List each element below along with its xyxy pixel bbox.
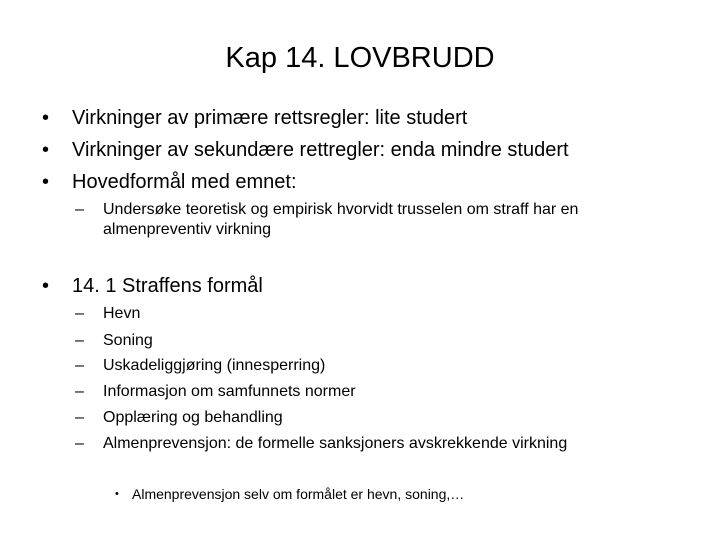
- section-item-text: Uskadeliggjøring (innesperring): [103, 357, 326, 374]
- section-item-text: Informasjon om samfunnets normer: [103, 383, 356, 400]
- sub-item-text: Undersøke teoretisk og empirisk hvorvidt trusselen om straff har en almenpreventiv virkning: [103, 201, 579, 238]
- dash-icon: –: [75, 305, 84, 322]
- deep-item-text: Almenprevensjon selv om formålet er hevn, soning,…: [132, 486, 465, 502]
- bullet-icon: •: [42, 107, 50, 129]
- bullet-text: Virkninger av sekundære rettregler: enda mindre studert: [72, 139, 569, 161]
- dash-icon: –: [75, 332, 84, 349]
- dash-icon: –: [75, 409, 84, 426]
- bullet-icon: •: [115, 488, 119, 500]
- slide-title: Kap 14. LOVBRUDD: [225, 42, 495, 74]
- dash-icon: –: [75, 435, 84, 452]
- dash-icon: –: [75, 357, 84, 374]
- section-heading-text: 14. 1 Straffens formål: [72, 275, 263, 297]
- section-item-text: Soning: [103, 332, 153, 349]
- bullet-icon: •: [42, 171, 50, 193]
- bullet-text: Virkninger av primære rettsregler: lite studert: [72, 107, 468, 129]
- section-item-text: Hevn: [103, 305, 141, 322]
- bullet-text: Hovedformål med emnet:: [72, 171, 297, 193]
- dash-icon: –: [75, 383, 84, 400]
- dash-icon: –: [75, 201, 84, 218]
- bullet-icon: •: [42, 275, 50, 297]
- section-item-text: Opplæring og behandling: [103, 409, 283, 426]
- section-item-text: Almenprevensjon: de formelle sanksjoners avskrekkende virkning: [103, 435, 568, 452]
- bullet-icon: •: [42, 139, 50, 161]
